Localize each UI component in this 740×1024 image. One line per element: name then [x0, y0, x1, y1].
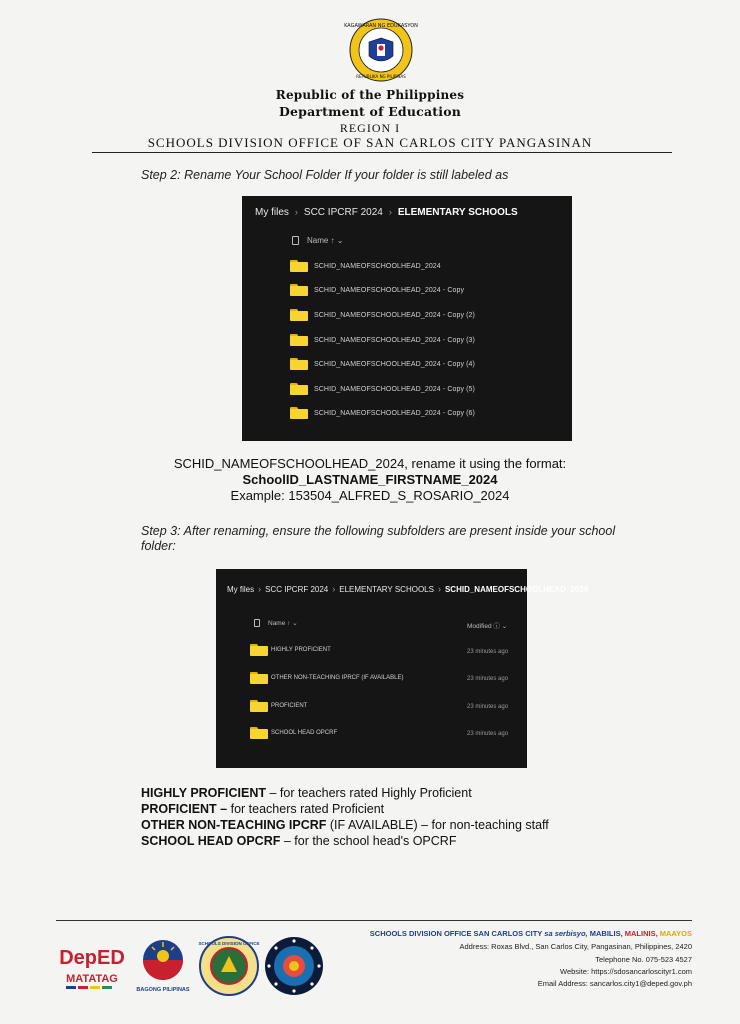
- rename-format: SchoolID_LASTNAME_FIRSTNAME_2024: [242, 472, 498, 487]
- crumb-my-files[interactable]: My files: [227, 585, 255, 594]
- header-rule: [92, 152, 672, 153]
- folder-name: SCHID_NAMEOFSCHOOLHEAD_2024 - Copy: [314, 286, 465, 294]
- folder-row[interactable]: [290, 259, 441, 273]
- folder-row[interactable]: [290, 283, 464, 297]
- folder-row[interactable]: [290, 333, 475, 347]
- footer-website[interactable]: Website: https://sdosancarloscityr1.com: [560, 967, 692, 976]
- crumb-scc-ipcrf[interactable]: SCC IPCRF 2024: [303, 207, 383, 218]
- column-header-name[interactable]: [254, 619, 298, 627]
- bagong-pilipinas-text: BAGONG PILIPINAS: [136, 987, 190, 993]
- legend-item: [141, 802, 384, 816]
- column-name-label: Name: [268, 620, 286, 627]
- legend-desc: for teachers rated Proficient: [227, 802, 385, 816]
- column-name-label: Name: [307, 236, 329, 245]
- column-header-modified[interactable]: [467, 621, 507, 630]
- matatag-logo-text: MATATAG: [66, 973, 118, 985]
- footer-email[interactable]: Email Address: sancarlos.city1@deped.gov.ph: [537, 979, 692, 988]
- legend-term: PROFICIENT –: [141, 802, 228, 816]
- file-type-icon: [292, 236, 299, 245]
- folder-name: SCHID_NAMEOFSCHOOLHEAD_2024 - Copy (6): [314, 409, 475, 417]
- sdo-round-logo: [264, 936, 324, 996]
- rename-example: Example: 153504_ALFRED_S_ROSARIO_2024: [230, 488, 510, 503]
- modified-time: 23 minutes ago: [467, 731, 509, 737]
- folder-name: OTHER NON-TEACHING IPRCF (IF AVAILABLE): [271, 675, 404, 681]
- step3-heading-line1: Step 3: After renaming, ensure the following subfolders are present inside your school: [141, 524, 616, 538]
- legend-desc: – for the school head's OPCRF: [280, 834, 457, 848]
- legend-term: HIGHLY PROFICIENT: [141, 786, 267, 800]
- seal-bottom-text: REPUBLIKA NG PILIPINAS: [356, 74, 406, 79]
- legend-item: [141, 834, 456, 848]
- folder-row[interactable]: [250, 726, 337, 740]
- folder-icon: [250, 672, 265, 684]
- modified-time: 23 minutes ago: [467, 676, 509, 682]
- legend-desc: (IF AVAILABLE) – for non-teaching staff: [326, 818, 549, 832]
- step2-line1: SCHID_NAMEOFSCHOOLHEAD_2024, rename it using the format:: [173, 456, 567, 471]
- deped-logo-text: DepED: [59, 947, 125, 969]
- header-region: REGION I: [339, 121, 401, 135]
- crumb-elementary[interactable]: ELEMENTARY SCHOOLS: [397, 207, 518, 218]
- footer-tagline: sa serbisyo,: [544, 929, 588, 938]
- folder-icon: [290, 358, 308, 370]
- folder-row[interactable]: [290, 382, 475, 396]
- header-office: SCHOOLS DIVISION OFFICE OF SAN CARLOS CITY PANGASINAN: [147, 135, 593, 150]
- breadcrumb: My files › SCC IPCRF 2024 › ELEMENTARY SCHOOLS: [255, 207, 518, 218]
- folder-icon: [290, 407, 308, 419]
- folder-row[interactable]: [290, 308, 475, 322]
- folder-row[interactable]: [250, 643, 331, 657]
- crumb-scc-ipcrf[interactable]: SCC IPCRF 2024: [265, 585, 329, 594]
- folder-name: SCHID_NAMEOFSCHOOLHEAD_2024: [314, 262, 441, 270]
- crumb-elementary[interactable]: ELEMENTARY SCHOOLS: [339, 585, 434, 594]
- footer-tag-mabilis: MABILIS,: [589, 929, 623, 938]
- folder-name: SCHID_NAMEOFSCHOOLHEAD_2024 - Copy (5): [314, 385, 475, 393]
- modified-time: 23 minutes ago: [467, 704, 509, 710]
- folder-icon: [290, 309, 308, 321]
- crumb-my-files[interactable]: My files: [255, 207, 289, 218]
- legend-item: [141, 786, 472, 800]
- column-header-name[interactable]: [292, 236, 344, 245]
- step2-screenshot: [242, 196, 572, 441]
- info-icon: ⓘ ⌄: [493, 623, 508, 630]
- folder-row[interactable]: [250, 671, 403, 685]
- folder-icon: [290, 383, 308, 395]
- legend-item: [141, 818, 549, 832]
- folder-name: SCHID_NAMEOFSCHOOLHEAD_2024 - Copy (3): [314, 336, 475, 344]
- footer-tag-malinis: MALINIS,: [624, 929, 658, 938]
- division-seal: [199, 936, 259, 996]
- step3-heading-line2: folder:: [141, 539, 176, 553]
- deped-matatag-logo: [58, 938, 126, 994]
- folder-icon: [250, 700, 265, 712]
- step2-heading: Step 2: Rename Your School Folder If your folder is still labeled as: [141, 168, 509, 182]
- modified-time: 23 minutes ago: [467, 649, 509, 655]
- folder-icon: [290, 260, 308, 272]
- folder-icon: [250, 727, 265, 739]
- legend-desc: – for teachers rated Highly Proficient: [266, 786, 472, 800]
- footer-office-title: [370, 929, 692, 938]
- footer-office-name: SCHOOLS DIVISION OFFICE SAN CARLOS CITY: [369, 929, 543, 938]
- footer-address: Address: Roxas Blvd., San Carlos City, Pangasinan, Philippines, 2420: [459, 942, 692, 951]
- folder-row[interactable]: [250, 699, 307, 713]
- folder-name: SCHID_NAMEOFSCHOOLHEAD_2024 - Copy (2): [314, 311, 475, 319]
- division-seal-text: SCHOOLS DIVISION OFFICE: [198, 941, 260, 946]
- step3-screenshot: [216, 569, 589, 768]
- seal-ring-text: KAGAWARAN NG EDUKASYON: [344, 23, 418, 29]
- footer-tag-maayos: MAAYOS: [659, 929, 692, 938]
- folder-icon: [290, 334, 308, 346]
- folder-icon: [250, 644, 265, 656]
- deped-seal: [344, 18, 418, 82]
- folder-name: HIGHLY PROFICIENT: [271, 647, 331, 653]
- header-department: Department of Education: [278, 104, 462, 119]
- sort-icon: ↑ ⌄: [287, 620, 298, 627]
- legend-term: SCHOOL HEAD OPCRF: [141, 834, 281, 848]
- folder-row[interactable]: [290, 357, 475, 371]
- folder-name: SCHID_NAMEOFSCHOOLHEAD_2024 - Copy (4): [314, 360, 475, 368]
- folder-name: SCHOOL HEAD OPCRF: [271, 730, 338, 736]
- breadcrumb: My files › SCC IPCRF 2024 › ELEMENTARY SCHOOLS › SCHID_NAMEOFSCHOOLHEAD_2024: [227, 584, 589, 594]
- legend-term: OTHER NON-TEACHING IPCRF: [141, 818, 327, 832]
- footer-rule: [56, 920, 692, 921]
- folder-name: PROFICIENT: [271, 703, 308, 709]
- footer-telephone: Telephone No. 075-523 4527: [595, 955, 692, 964]
- file-type-icon: [254, 619, 260, 627]
- column-modified-label: Modified: [467, 623, 492, 630]
- crumb-school-folder[interactable]: SCHID_NAMEOFSCHOOLHEAD_2024: [444, 585, 589, 594]
- folder-row[interactable]: [290, 406, 475, 420]
- bagong-pilipinas-logo: [132, 934, 194, 996]
- folder-icon: [290, 284, 308, 296]
- sort-icon: ↑ ⌄: [330, 236, 344, 245]
- header-republic: Republic of the Philippines: [275, 88, 465, 102]
